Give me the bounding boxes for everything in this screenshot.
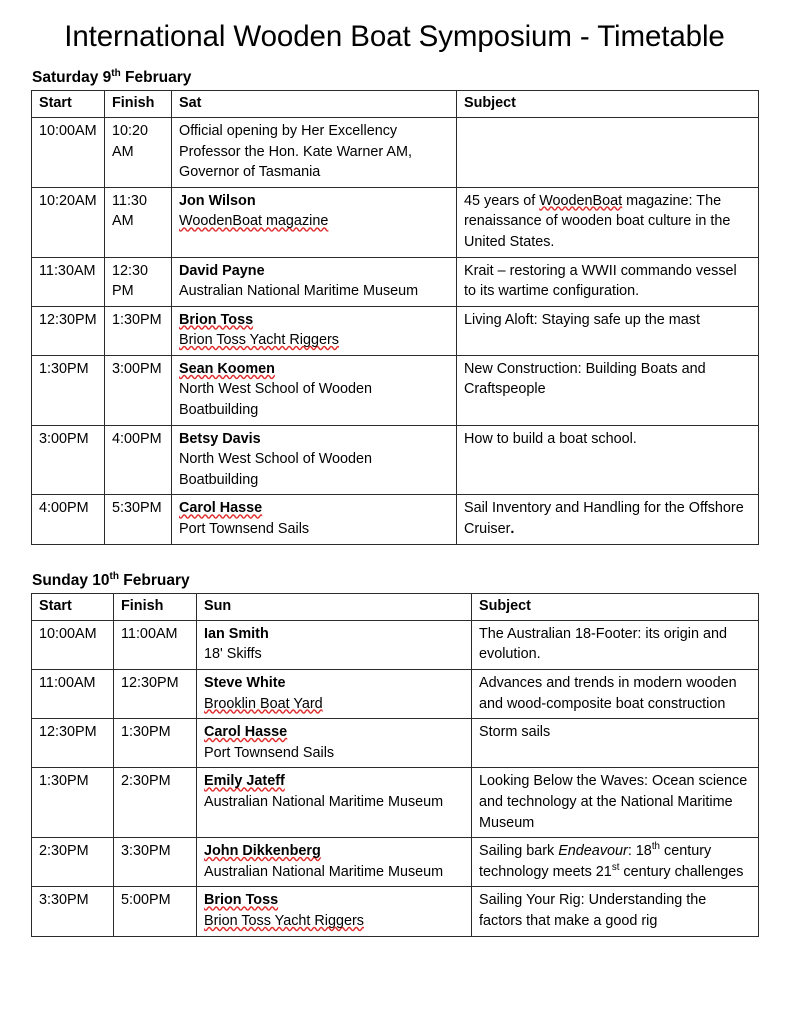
cell-presenter [172, 306, 457, 355]
cell-subject: Living Aloft: Staying safe up the mast [457, 306, 759, 355]
table-row [32, 620, 759, 669]
spellcheck-word: WoodenBoat [539, 192, 623, 209]
presenter-affiliation: 18' Skiffs [204, 646, 262, 663]
cell-subject: Sail Inventory and Handling for the Offshore Cruiser. [457, 495, 759, 544]
cell-presenter [197, 670, 472, 719]
ship-name: Endeavour [558, 843, 628, 860]
table-row [32, 117, 759, 187]
timetable-saturday-body [32, 117, 759, 544]
day-heading-sunday [31, 572, 758, 594]
cell-finish: 5:00PM [114, 887, 197, 936]
column-header-finish: Finish [114, 594, 197, 621]
presenter-affiliation: North West School of Wooden Boatbuilding [179, 451, 373, 488]
cell-start: 10:00AM [32, 620, 114, 669]
presenter-name: Brion Toss [204, 892, 279, 909]
column-header-who: Sun [197, 594, 472, 621]
column-header-subject: Subject [457, 91, 759, 118]
cell-finish: 11:30 AM [105, 187, 172, 257]
day-heading-prefix: Saturday [32, 68, 103, 86]
cell-presenter [172, 355, 457, 425]
cell-subject: The Australian 18-Footer: its origin and evolution. [472, 620, 759, 669]
cell-start: 1:30PM [32, 355, 105, 425]
cell-start: 11:00AM [32, 670, 114, 719]
table-row [32, 257, 759, 306]
table-row [32, 495, 759, 544]
cell-finish: 12:30PM [114, 670, 197, 719]
column-header-who: Sat [172, 91, 457, 118]
cell-start: 2:30PM [32, 838, 114, 887]
presenter-affiliation: Australian National Maritime Museum [204, 863, 444, 880]
cell-subject: Sailing bark Endeavour: 18th century technology meets 21st century challenges [472, 838, 759, 887]
day-heading-ordinal: th [109, 570, 119, 582]
table-row [32, 425, 759, 495]
cell-start: 10:00AM [32, 117, 105, 187]
presenter-name: Carol Hasse [204, 724, 288, 741]
cell-subject: Krait – restoring a WWII commando vessel to its wartime configuration. [457, 257, 759, 306]
cell-presenter [197, 719, 472, 768]
column-header-start: Start [32, 594, 114, 621]
ordinal-suffix: th [651, 841, 660, 853]
presenter-name: Sean Koomen [179, 360, 275, 377]
presenter-affiliation: Port Townsend Sails [179, 521, 310, 538]
cell-subject [457, 117, 759, 187]
presenter-affiliation: Brion Toss Yacht Riggers [204, 912, 364, 929]
cell-finish: 5:30PM [105, 495, 172, 544]
presenter-affiliation: Brooklin Boat Yard [204, 695, 323, 712]
presenter-affiliation: Australian National Maritime Museum [204, 793, 444, 810]
presenter-name: Betsy Davis [179, 430, 261, 447]
table-row [32, 355, 759, 425]
cell-subject: Looking Below the Waves: Ocean science and technology at the National Maritime Museum [472, 768, 759, 838]
column-header-finish: Finish [105, 91, 172, 118]
table-row [32, 887, 759, 936]
cell-finish: 1:30PM [114, 719, 197, 768]
timetable-sunday [31, 593, 759, 936]
timetable-sunday-body [32, 620, 759, 936]
cell-finish: 11:00AM [114, 620, 197, 669]
cell-finish: 2:30PM [114, 768, 197, 838]
table-row [32, 838, 759, 887]
column-header-start: Start [32, 91, 105, 118]
cell-start: 3:30PM [32, 887, 114, 936]
day-heading-prefix: Sunday [32, 571, 93, 589]
table-row [32, 670, 759, 719]
table-header-row [32, 594, 759, 621]
presenter-affiliation: Port Townsend Sails [204, 744, 335, 761]
presenter-name: Carol Hasse [179, 500, 263, 517]
cell-start: 4:00PM [32, 495, 105, 544]
cell-presenter [197, 620, 472, 669]
column-header-subject: Subject [472, 594, 759, 621]
presenter-name: Emily Jateff [204, 773, 285, 790]
cell-presenter [172, 425, 457, 495]
cell-presenter [172, 257, 457, 306]
day-heading-month: February [120, 68, 192, 86]
cell-start: 10:20AM [32, 187, 105, 257]
cell-subject: How to build a boat school. [457, 425, 759, 495]
day-heading-number: 9 [102, 68, 112, 86]
cell-finish: 3:00PM [105, 355, 172, 425]
cell-presenter [197, 838, 472, 887]
timetable-saturday [31, 90, 759, 544]
ordinal-suffix: st [611, 861, 620, 873]
cell-start: 12:30PM [32, 719, 114, 768]
table-row [32, 719, 759, 768]
table-header-row [32, 91, 759, 118]
cell-finish: 12:30 PM [105, 257, 172, 306]
day-heading-saturday [31, 69, 758, 91]
cell-subject: Storm sails [472, 719, 759, 768]
presenter-affiliation: Australian National Maritime Museum [179, 283, 419, 300]
cell-subject: Sailing Your Rig: Understanding the factors that make a good rig [472, 887, 759, 936]
presenter-affiliation: Official opening by Her Excellency Professor the Hon. Kate Warner AM, Governor of Tasmania [179, 122, 413, 181]
cell-finish: 10:20 AM [105, 117, 172, 187]
presenter-affiliation: North West School of Wooden Boatbuilding [179, 381, 373, 419]
presenter-name: David Payne [179, 262, 265, 279]
day-heading-number: 10 [92, 571, 110, 589]
presenter-name: Ian Smith [204, 625, 269, 642]
cell-presenter [172, 117, 457, 187]
cell-finish: 4:00PM [105, 425, 172, 495]
table-row [32, 306, 759, 355]
day-heading-month: February [119, 571, 190, 589]
table-row [32, 768, 759, 838]
cell-start: 11:30AM [32, 257, 105, 306]
cell-start: 3:00PM [32, 425, 105, 495]
cell-presenter [197, 768, 472, 838]
presenter-affiliation: Brion Toss Yacht Riggers [179, 332, 339, 349]
cell-subject: New Construction: Building Boats and Craftspeople [457, 355, 759, 425]
cell-presenter [172, 187, 457, 257]
presenter-name: Steve White [204, 675, 286, 691]
cell-presenter [172, 495, 457, 544]
cell-subject: Advances and trends in modern wooden and wood-composite boat construction [472, 670, 759, 719]
emphasised-period: . [510, 521, 515, 538]
cell-finish: 1:30PM [105, 306, 172, 355]
page-title: International Wooden Boat Symposium - Timetable [64, 20, 725, 53]
cell-finish: 3:30PM [114, 838, 197, 887]
day-heading-ordinal: th [111, 67, 121, 79]
cell-start: 12:30PM [32, 306, 105, 355]
table-row [32, 187, 759, 257]
cell-start: 1:30PM [32, 768, 114, 838]
cell-subject: 45 years of WoodenBoat magazine: The renaissance of wooden boat culture in the United States. [457, 187, 759, 257]
cell-presenter [197, 887, 472, 936]
presenter-name: Jon Wilson [179, 192, 256, 209]
presenter-name: John Dikkenberg [204, 843, 321, 860]
presenter-affiliation: WoodenBoat magazine [179, 213, 329, 230]
presenter-name: Brion Toss [179, 311, 254, 328]
